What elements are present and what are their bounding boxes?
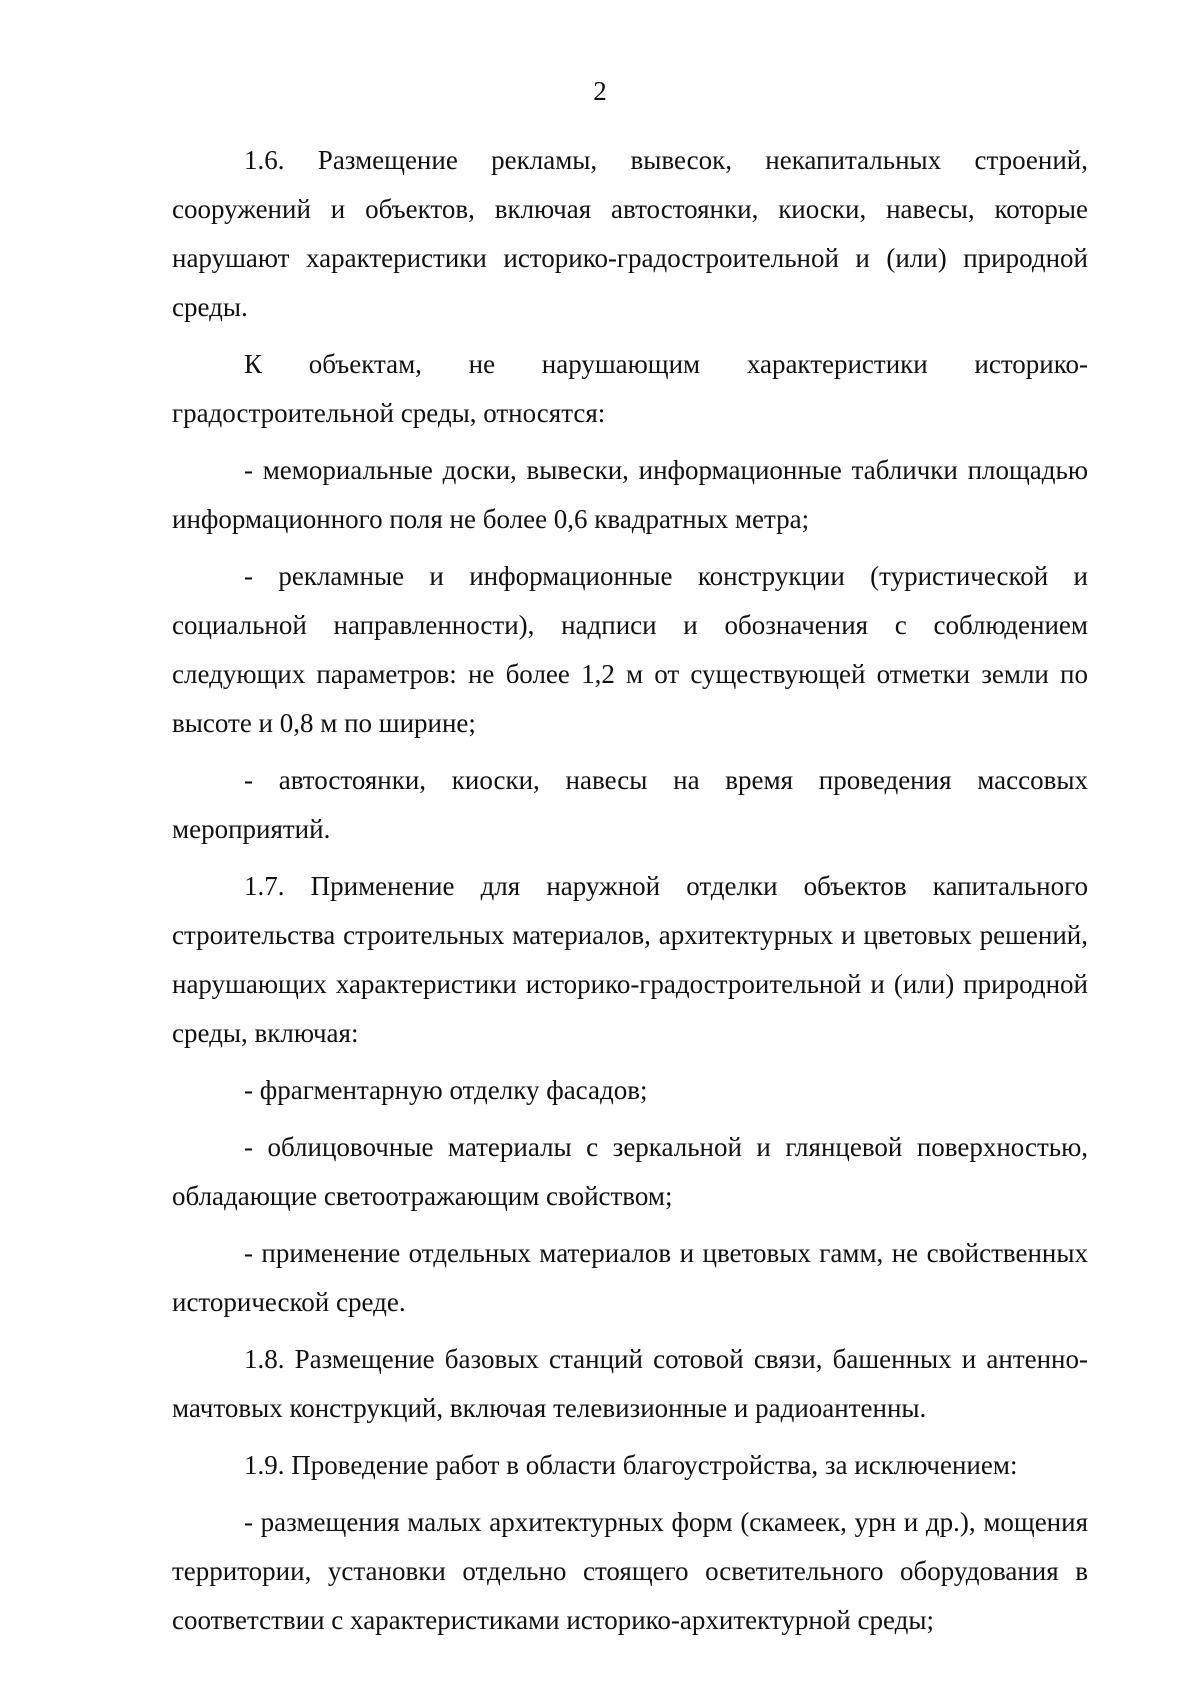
- paragraph-1-7: 1.7. Применение для наружной отделки объектов капитального строительства строительных материалов, архитектурных и цветовых решений, нарушающих характеристики историко-градостроительной и (или) природной среды, включая:: [172, 871, 1088, 1048]
- paragraph-objects-intro: К объектам, не нарушающим характеристики историко-градостроительной среды, относятся:: [172, 349, 1088, 428]
- list-item-color-schemes: - применение отдельных материалов и цветовых гамм, не свойственных исторической среде.: [172, 1238, 1088, 1317]
- list-item-small-architectural-forms: - размещения малых архитектурных форм (скамеек, урн и др.), мощения территории, установки отдельно стоящего осветительного оборудования в соответствии с характеристиками историко-архитектурной среды;: [172, 1507, 1088, 1635]
- list-item-advertising-structures: - рекламные и информационные конструкции (туристической и социальной направленности), надписи и обозначения с соблюдением следующих параметров: не более 1,2 м от существующей отметки земли по высоте и 0,8 м по ширине;: [172, 561, 1088, 738]
- list-item-temporary-parking: - автостоянки, киоски, навесы на время проведения массовых мероприятий.: [172, 765, 1088, 844]
- document-body: [172, 136, 1088, 1653]
- list-item-memorial-plaques: - мемориальные доски, вывески, информационные таблички площадью информационного поля не более 0,6 квадратных метра;: [172, 455, 1088, 534]
- list-item-cladding-materials: - облицовочные материалы с зеркальной и глянцевой поверхностью, обладающие светоотражающим свойством;: [172, 1132, 1088, 1211]
- list-item-facade-finishing: - фрагментарную отделку фасадов;: [244, 1075, 648, 1105]
- paragraph-1-6: 1.6. Размещение рекламы, вывесок, некапитальных строений, сооружений и объектов, включая автостоянки, киоски, навесы, которые нарушают характеристики историко-градостроительной и (или) природной среды.: [172, 145, 1088, 322]
- page-number: 2: [593, 76, 607, 106]
- paragraph-1-9: 1.9. Проведение работ в области благоустройства, за исключением:: [244, 1450, 1018, 1480]
- paragraph-1-8: 1.8. Размещение базовых станций сотовой связи, башенных и антенно-мачтовых конструкций, включая телевизионные и радиоантенны.: [172, 1344, 1088, 1423]
